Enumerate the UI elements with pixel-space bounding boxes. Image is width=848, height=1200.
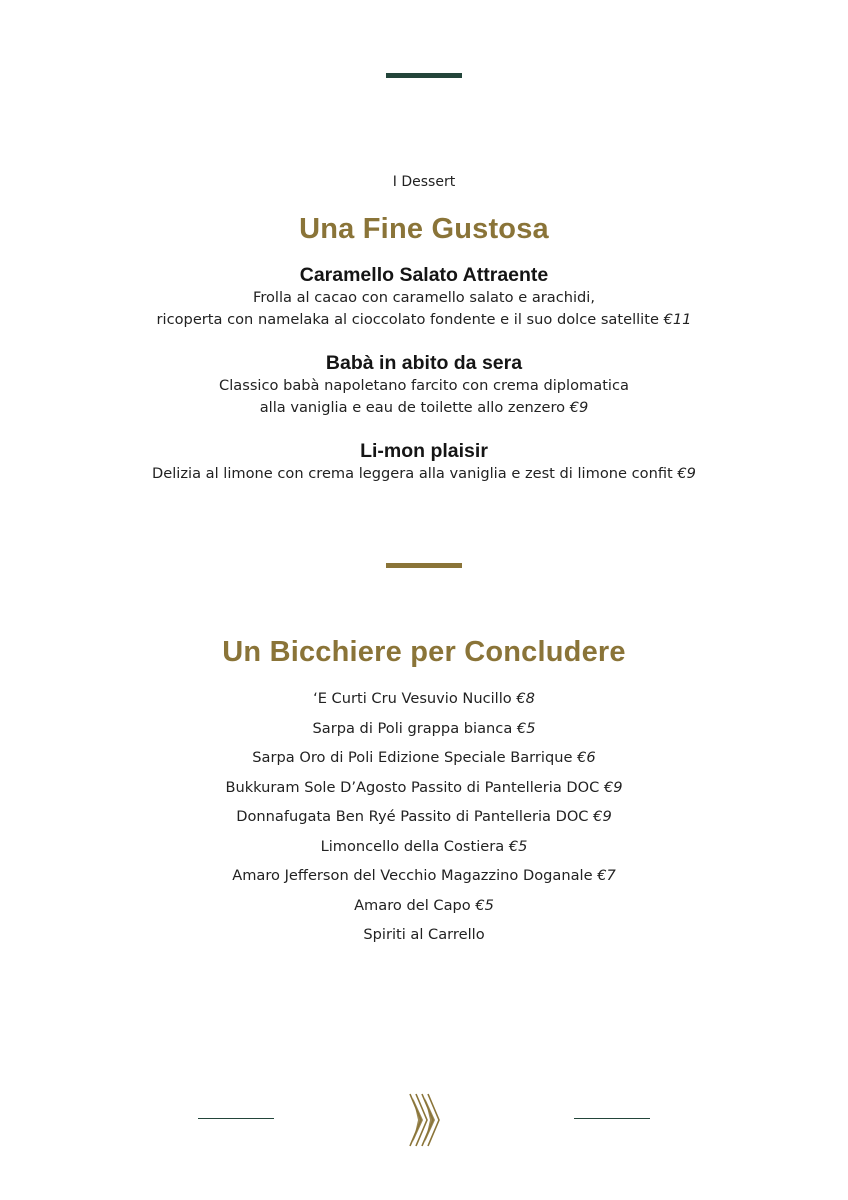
description-line <box>0 463 848 485</box>
dessert-price: €9 <box>569 399 589 416</box>
drinks-title: Un Bicchiere per Concludere <box>222 636 626 668</box>
description-line: Classico babà napoletano farcito con crema diplomatica <box>219 377 629 394</box>
menu-kicker: I Dessert <box>392 174 456 190</box>
drink-item <box>0 924 848 954</box>
drink-name: Sarpa Oro di Poli Edizione Speciale Barrique <box>252 749 573 766</box>
drink-item <box>0 688 848 718</box>
drink-item <box>0 895 848 925</box>
description-text: Delizia al limone con crema leggera alla vaniglia e zest di limone confit <box>152 465 673 482</box>
dessert-description <box>0 463 848 485</box>
drink-name: ‘E Curti Cru Vesuvio Nucillo <box>313 690 512 707</box>
drink-price: €5 <box>475 896 494 914</box>
drink-name: Amaro Jefferson del Vecchio Magazzino Doganale <box>232 867 593 884</box>
drink-name: Bukkuram Sole D’Agosto Passito di Pantelleria DOC <box>225 778 600 796</box>
drink-price: €5 <box>516 719 536 737</box>
drinks-list <box>0 688 848 954</box>
drink-name: Donnafugata Ben Ryé Passito di Pantelleria DOC <box>236 808 589 825</box>
top-divider <box>386 73 462 78</box>
dessert-price: €11 <box>663 311 692 328</box>
drink-item <box>0 747 848 777</box>
description-line: Frolla al cacao con caramello salato e arachidi, <box>252 289 595 306</box>
dessert-name: Li-mon plaisir <box>360 440 488 462</box>
drink-name: Limoncello della Costiera <box>320 837 505 855</box>
drink-name: Spiriti al Carrello <box>363 926 485 943</box>
footer-line-right <box>574 1118 650 1119</box>
drink-item <box>0 865 848 895</box>
middle-divider <box>386 563 462 568</box>
drink-price: €6 <box>577 749 596 766</box>
drink-price: €7 <box>597 867 616 884</box>
drink-name: Sarpa di Poli grappa bianca <box>312 719 513 737</box>
chevron-monogram-icon <box>404 1090 444 1150</box>
drink-item <box>0 718 848 748</box>
desserts-title: Una Fine Gustosa <box>299 213 549 245</box>
dessert-description <box>0 375 848 419</box>
drink-item <box>0 806 848 836</box>
drink-name: Amaro del Capo <box>354 896 471 914</box>
dessert-price: €9 <box>677 465 696 482</box>
description-line <box>0 397 848 419</box>
dessert-name: Caramello Salato Attraente <box>299 264 549 286</box>
drink-item <box>0 777 848 807</box>
drink-item <box>0 836 848 866</box>
drink-price: €8 <box>516 690 535 707</box>
footer-line-left <box>198 1118 274 1119</box>
dessert-description <box>0 287 848 331</box>
drink-price: €5 <box>508 837 528 855</box>
description-text: ricoperta con namelaka al cioccolato fondente e il suo dolce satellite <box>156 311 659 328</box>
description-line <box>0 309 848 331</box>
drink-price: €9 <box>603 778 623 796</box>
description-text: alla vaniglia e eau de toilette allo zenzero <box>259 399 566 416</box>
dessert-name: Babà in abito da sera <box>325 352 523 374</box>
drink-price: €9 <box>593 808 612 825</box>
